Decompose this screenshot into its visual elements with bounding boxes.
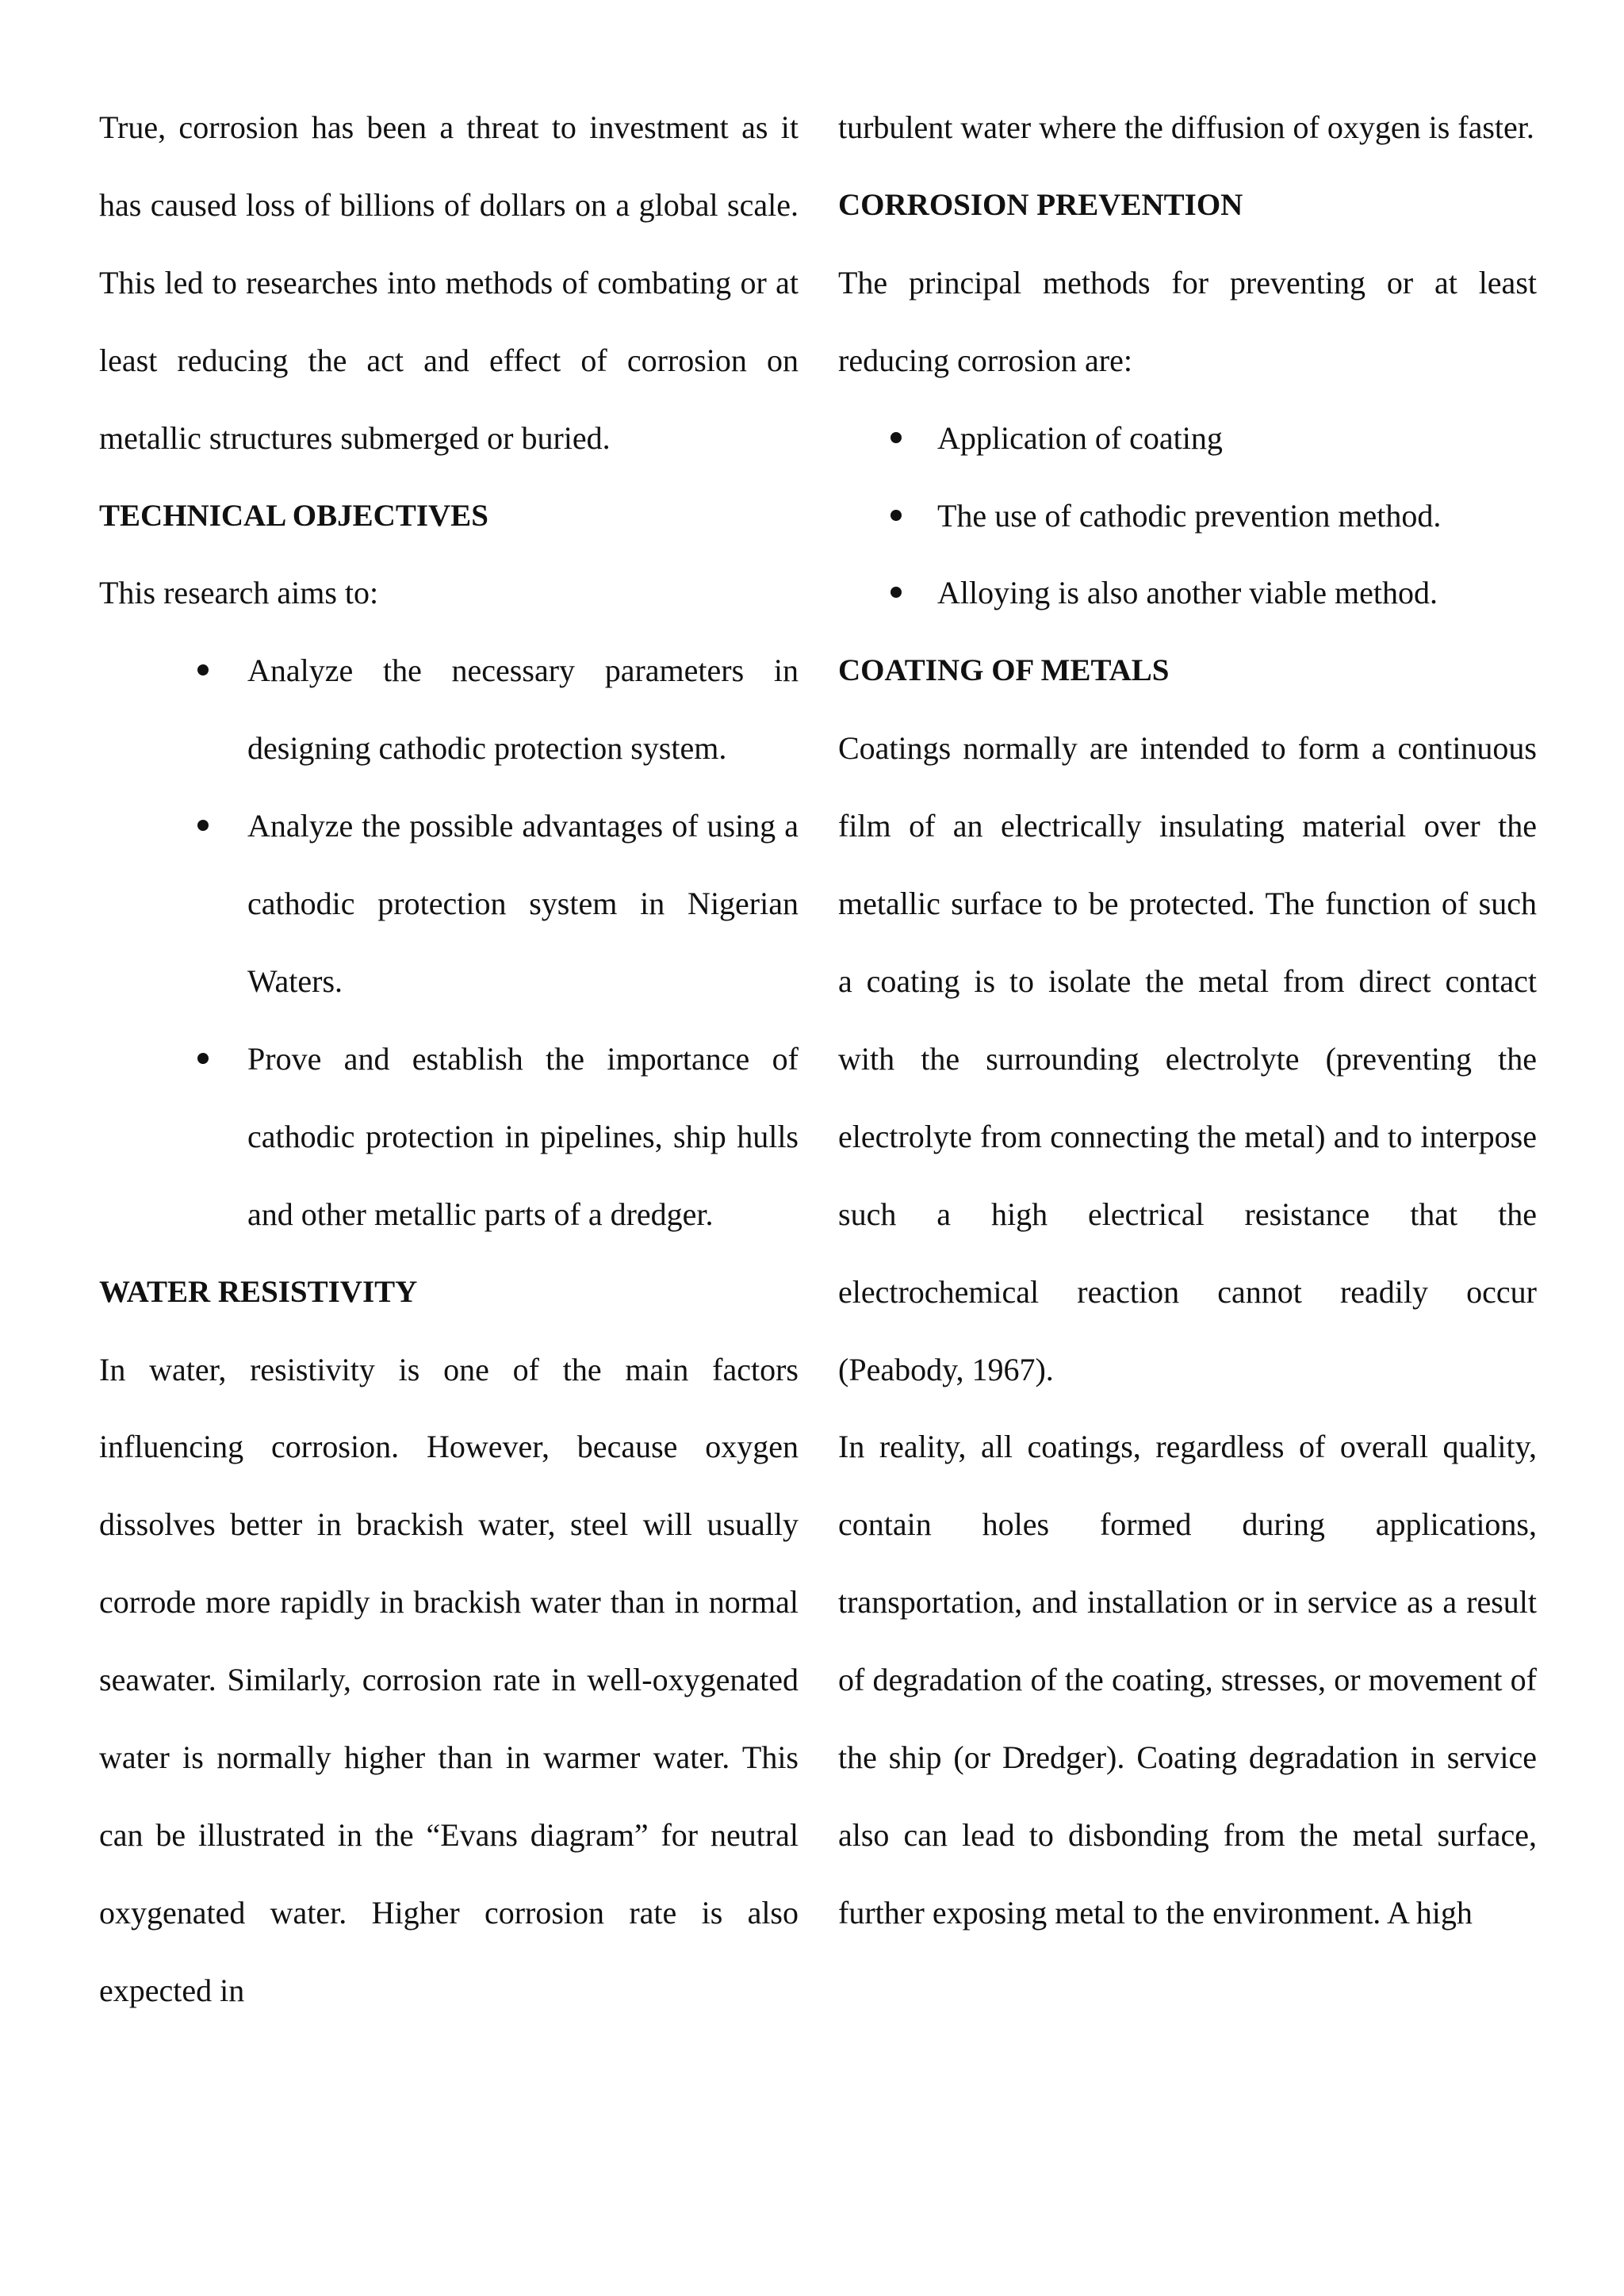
list-item [99, 1020, 799, 1253]
water-resistivity-heading: WATER RESISTIVITY [99, 1274, 418, 1309]
list-item-text: Alloying is also another viable method. [937, 575, 1438, 611]
list-item-text: Analyze the necessary parameters in designing cathodic protection system. [247, 652, 799, 767]
bullet-icon [891, 510, 902, 521]
intro-paragraph: True, corrosion has been a threat to investment as it has caused loss of billions of dollars on a global scale. This led to researches into methods of combating or at least reducing the act and effect of corrosion on metallic structures submerged or buried. [99, 109, 799, 456]
list-item-text: Analyze the possible advantages of using a cathodic protection system in Nigerian Waters. [247, 808, 799, 999]
technical-objectives-lead: This research aims to: [99, 575, 379, 611]
bullet-icon [197, 820, 209, 831]
list-item [838, 400, 1537, 477]
list-item-text: The use of cathodic prevention method. [937, 497, 1442, 534]
list-item [838, 477, 1537, 555]
bullet-icon [891, 432, 902, 443]
corrosion-prevention-lead: The principal methods for preventing or at least reducing corrosion are: [838, 264, 1537, 378]
list-item-text: Prove and establish the importance of cathodic protection in pipelines, ship hulls and other metallic parts of a dredger. [247, 1040, 799, 1232]
left-column [99, 89, 799, 2030]
coating-of-metals-heading: COATING OF METALS [838, 653, 1170, 688]
corrosion-prevention-list [838, 400, 1537, 633]
continuation-paragraph: turbulent water where the diffusion of oxygen is faster. [838, 109, 1534, 145]
technical-objectives-heading: TECHNICAL OBJECTIVES [99, 498, 488, 533]
corrosion-prevention-heading: CORROSION PREVENTION [838, 187, 1243, 222]
coating-paragraph-1: Coatings normally are intended to form a continuous film of an electrically insulating material over the metallic surface to be protected. The function of such a coating is to isolate the metal from direct contact with the surrounding electrolyte (preventing the electrolyte from connecting the metal) and to interpose such a high electrical resistance that the electrochemical reaction cannot readily occur (Peabody, 1967). [838, 730, 1537, 1387]
bullet-icon [197, 1053, 209, 1064]
water-resistivity-paragraph: In water, resistivity is one of the main factors influencing corrosion. However, because oxygen dissolves better in brackish water, steel will usually corrode more rapidly in brackish water than in normal seawater. Similarly, corrosion rate in well-oxygenated water is normally higher than in warmer water. This can be illustrated in the “Evans diagram” for neutral oxygenated water. Higher corrosion rate is also expected in [99, 1351, 799, 2008]
list-item [99, 632, 799, 787]
bullet-icon [891, 587, 902, 598]
list-item [838, 554, 1537, 632]
bullet-icon [197, 664, 209, 675]
technical-objectives-list [99, 632, 799, 1253]
list-item-text: Application of coating [937, 419, 1223, 456]
list-item [99, 787, 799, 1020]
coating-paragraph-2: In reality, all coatings, regardless of overall quality, contain holes formed during applications, transportation, and installation or in service as a result of degradation of the coating, stresses, or movement of the ship (or Dredger). Coating degradation in service also can lead to disbonding from the metal surface, further exposing metal to the environment. A high [838, 1429, 1537, 1931]
right-column [838, 89, 1537, 1952]
